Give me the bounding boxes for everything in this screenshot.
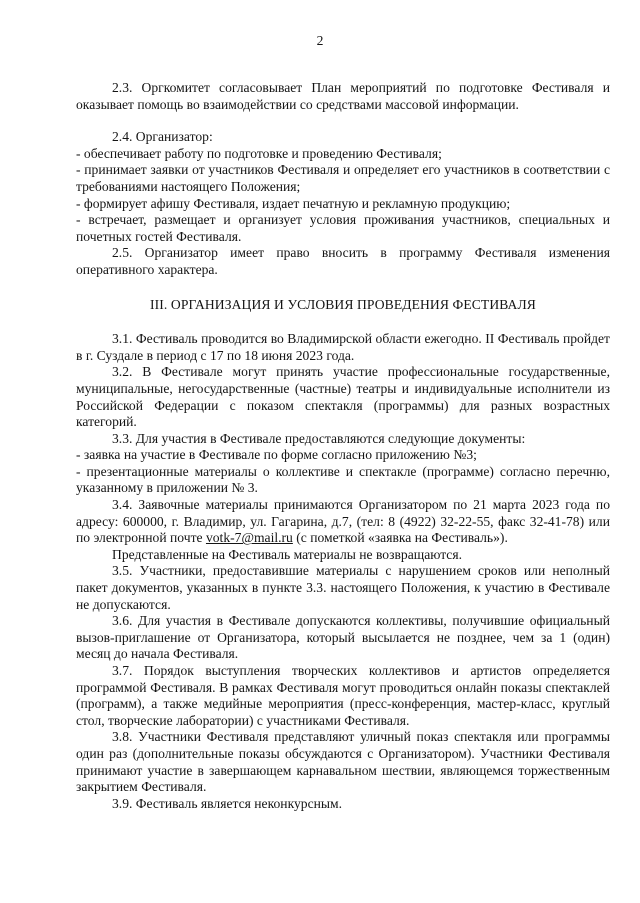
paragraph-3-4-note: Представленные на Фестиваль материалы не возвращаются. xyxy=(112,546,462,562)
paragraph-3-9: 3.9. Фестиваль является неконкурсным. xyxy=(112,795,343,811)
paragraph-3-1: 3.1. Фестиваль проводится во Владимирской области ежегодно. II Фестиваль пройдет в г. Суздале в период с 17 по 18 июня 2023 года. xyxy=(76,331,610,363)
paragraph-3-7: 3.7. Порядок выступления творческих коллективов и артистов определяется программой Фестиваля. В рамках Фестиваля могут проводиться онлайн показы спектаклей (программ), а также медийные мероприятия (пресс-конференция, мастер-класс, круглый стол, творческие лаборатории) с участниками Фестиваля. xyxy=(76,663,610,728)
paragraph-2-5: 2.5. Организатор имеет право вносить в программу Фестиваля изменения оперативного характера. xyxy=(76,245,610,277)
paragraph-2-3: 2.3. Оргкомитет согласовывает План мероприятий по подготовке Фестиваля и оказывает помощь во взаимодействии со средствами массовой информации. xyxy=(76,80,610,112)
list-item: - встречает, размещает и организует условия проживания участников, специальных и почетных гостей Фестиваля. xyxy=(76,212,610,244)
paragraph-3-3: 3.3. Для участия в Фестивале предоставляются следующие документы: xyxy=(112,430,526,446)
list-item: - презентационные материалы о коллективе и спектакле (программе) согласно перечню, указанному в приложении № 3. xyxy=(76,463,610,496)
paragraph-3-4 xyxy=(76,497,610,547)
paragraph-3-5: 3.5. Участники, предоставившие материалы с нарушением сроков или неполный пакет документов, указанных в пункте 3.3. настоящего Положения, к участию в Фестивале не допускаются. xyxy=(76,563,610,612)
list-item: - формирует афишу Фестиваля, издает печатную и рекламную продукцию; xyxy=(76,195,511,211)
page-number: 2 xyxy=(316,33,324,48)
paragraph-3-4-text-end: (с пометкой «заявка на Фестиваль»). xyxy=(292,530,508,546)
document-body xyxy=(76,80,610,812)
section-heading: III. ОРГАНИЗАЦИЯ И УСЛОВИЯ ПРОВЕДЕНИЯ ФЕСТИВАЛЯ xyxy=(150,296,536,312)
list-item: - обеспечивает работу по подготовке и проведению Фестиваля; xyxy=(76,145,442,161)
email-link[interactable]: votk-7@mail.ru xyxy=(205,530,293,546)
paragraph-3-6: 3.6. Для участия в Фестивале допускаются коллективы, получившие официальный вызов-приглашение от Организатора, который высылается не позднее, чем за 1 (один) месяц до начала Фестиваля. xyxy=(76,613,610,662)
paragraph-2-4-title: 2.4. Организатор: xyxy=(112,129,213,145)
paragraph-3-4-text: 3.4. Заявочные материалы принимаются Организатором по 21 марта 2023 года по адресу: 600000, г. Владимир, ул. Гагарина, д.7, (тел: 8 (4922) 32-22-55, факс 32-41-78) или по электронной почте xyxy=(76,497,610,546)
list-item: - заявка на участие в Фестивале по форме согласно приложению №3; xyxy=(76,447,477,463)
paragraph-3-2: 3.2. В Фестивале могут принять участие профессиональные государственные, муниципальные, негосударственные (частные) театры и индивидуальные исполнители из Российской Федерации с показом спектакля (программы) для разных возрастных категорий. xyxy=(76,364,610,430)
paragraph-3-8: 3.8. Участники Фестиваля представляют уличный показ спектакля или программы один раз (дополнительные показы обсуждаются с Организатором). Участники Фестиваля принимают участие в завершающем карнавальном шествии, являющемся торжественным закрытием Фестиваля. xyxy=(76,729,610,795)
list-item: - принимает заявки от участников Фестиваля и определяет его участников в соответствии с требованиями настоящего Положения; xyxy=(76,162,610,194)
